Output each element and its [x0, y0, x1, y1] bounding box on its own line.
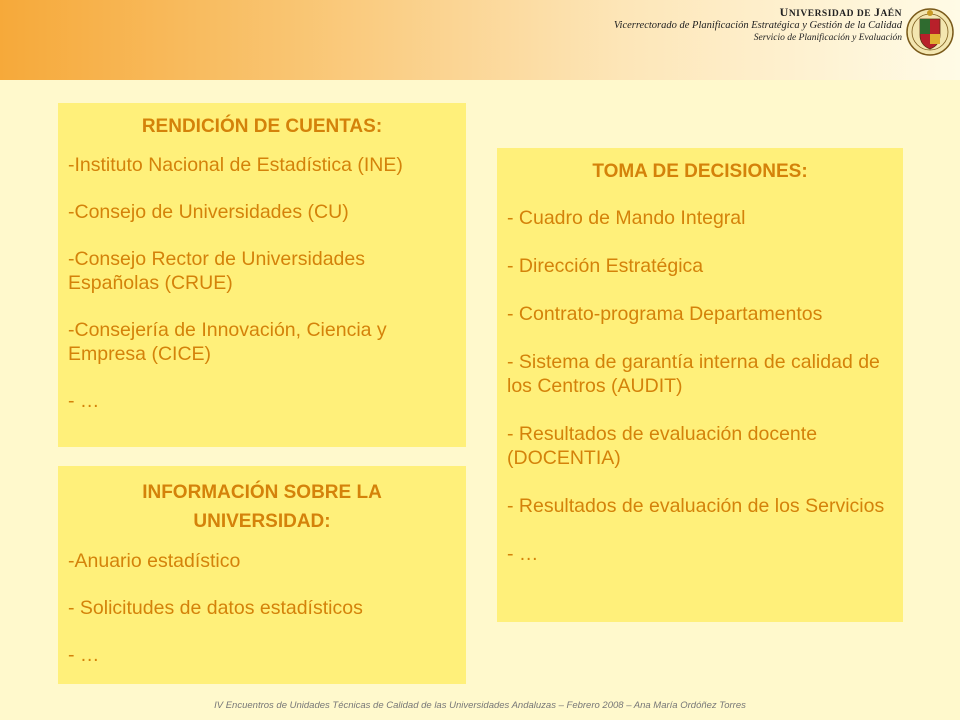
- toma-title: TOMA DE DECISIONES:: [592, 161, 808, 182]
- info-item: -Anuario estadístico: [68, 550, 241, 572]
- rendicion-item: -Instituto Nacional de Estadística (INE): [68, 154, 403, 176]
- vicerrectorado-line: Vicerrectorado de Planificación Estratégica y Gestión de la Calidad: [613, 20, 902, 31]
- rendicion-item: -Consejería de Innovación, Ciencia y Empresa (CICE): [68, 319, 387, 365]
- info-item: - …: [68, 644, 100, 666]
- rendicion-title: RENDICIÓN DE CUENTAS:: [141, 116, 383, 137]
- footer-text: IV Encuentros de Unidades Técnicas de Calidad de las Universidades Andaluzas – Febrero 2008 – Ana María Ordóñez Torres: [214, 700, 746, 711]
- rendicion-item: -Consejo Rector de Universidades Españolas (CRUE): [68, 248, 365, 294]
- university-header: [614, 5, 902, 44]
- info-title: INFORMACIÓN SOBRE LA UNIVERSIDAD:: [142, 482, 382, 532]
- university-name: UNIVERSIDAD DE JAÉN: [779, 5, 902, 19]
- toma-item: - Dirección Estratégica: [507, 255, 704, 277]
- info-item: - Solicitudes de datos estadísticos: [68, 597, 363, 619]
- toma-item: - Resultados de evaluación de los Servicios: [507, 495, 885, 517]
- toma-item: - Sistema de garantía interna de calidad de los Centros (AUDIT): [507, 351, 880, 397]
- toma-item: - Contrato-programa Departamentos: [507, 303, 823, 325]
- toma-item: - …: [507, 543, 539, 565]
- informacion-universidad-box: [58, 466, 466, 684]
- university-crest-icon: [906, 3, 954, 61]
- rendicion-item: - …: [68, 390, 100, 412]
- toma-item: - Resultados de evaluación docente (DOCENTIA): [507, 423, 818, 469]
- servicio-line: Servicio de Planificación y Evaluación: [753, 33, 902, 43]
- rendicion-item: -Consejo de Universidades (CU): [68, 201, 349, 223]
- rendicion-de-cuentas-box: [58, 103, 466, 447]
- toma-item: - Cuadro de Mando Integral: [507, 207, 746, 229]
- toma-de-decisiones-box: [497, 148, 903, 622]
